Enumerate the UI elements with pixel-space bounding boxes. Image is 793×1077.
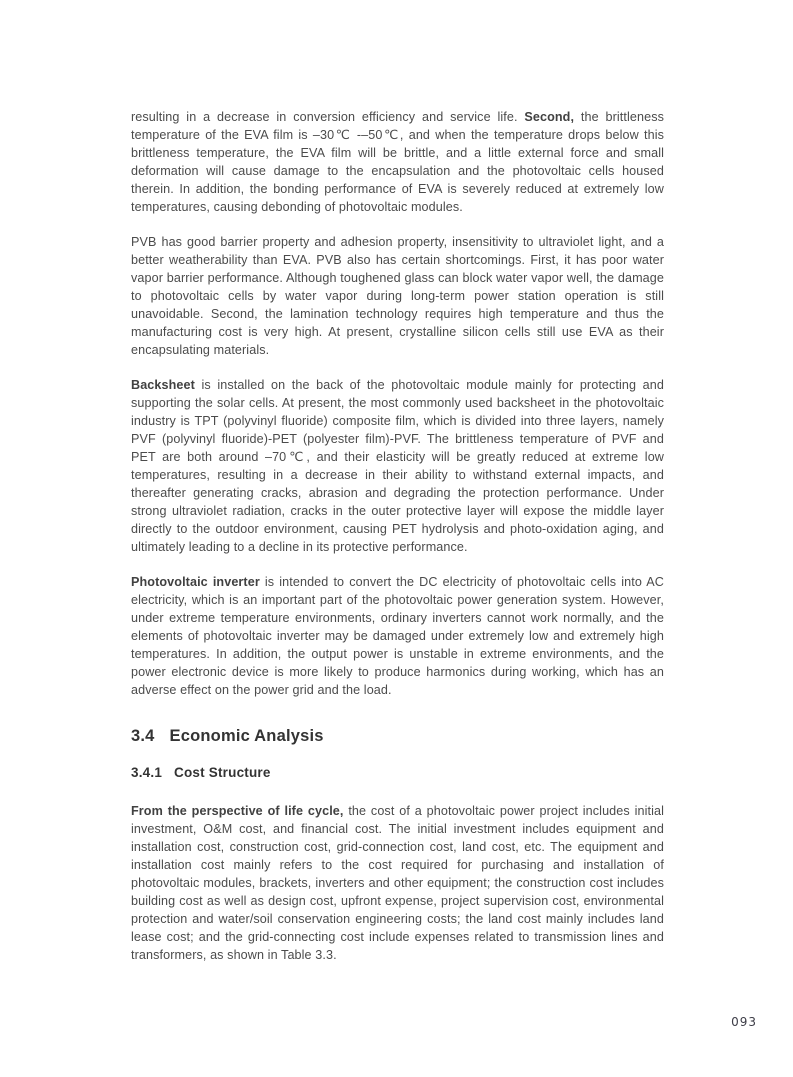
page-content [131,108,664,981]
text-segment: PVB has good barrier property and adhesion property, insensitivity to ultraviolet light, and a better weatherability than EVA. PVB also has certain shortcomings. First, it has poor water vapor barrier performance. Although toughened glass can block water vapor well, the damage to photovoltaic cells by water vapor during long-term power station operation is still unavoidable. Second, the lamination technology requires high temperature and thus the manufacturing cost is very high. At present, crystalline silicon cells still use EVA as their encapsulating materials. [131,235,664,357]
subsection-heading-cost-structure [131,764,664,781]
page-number: 093 [731,1015,757,1029]
text-segment: the cost of a photovoltaic power project includes initial investment, O&M cost, and financial cost. The initial investment includes equipment and installation cost, construction cost, grid-connection cost, land cost, etc. The equipment and installation cost mainly refers to the cost required for purchasing and installation of photovoltaic modules, brackets, inverters and other equipment; the construction cost includes building cost as well as design cost, upfront expense, project supervision cost, environmental protection and water/soil conservation engineering costs; the land cost mainly includes land lease cost; and the grid-connecting cost include expenses related to transmission lines and transformers, as shown in Table 3.3. [131,804,664,962]
paragraph-backsheet [131,376,664,556]
section-number: 3.4 [131,727,155,745]
paragraph-eva-brittleness [131,108,664,216]
section-title: Economic Analysis [169,727,324,745]
paragraph-photovoltaic-inverter [131,573,664,699]
bold-text-segment: Photovoltaic inverter [131,575,260,589]
paragraph-cost-structure [131,802,664,964]
bold-text-segment: Backsheet [131,378,195,392]
paragraph-pvb [131,233,664,359]
text-segment: is installed on the back of the photovoltaic module mainly for protecting and supporting the solar cells. At present, the most commonly used backsheet in the photovoltaic industry is TPT (polyvinyl fluoride) composite film, which is divided into three layers, namely PVF (polyvinyl fluoride)-PET (polyester film)-PVF. The brittleness temperature of PVF and PET are both around –70℃, and their elasticity will be greatly reduced at extreme low temperatures, resulting in a decrease in their ability to withstand external impacts, and thereafter generating cracks, abrasion and degrading the protection performance. Under strong ultraviolet radiation, cracks in the outer protective layer will expose the middle layer directly to the outdoor environment, causing PET hydrolysis and photo-oxidation aging, and ultimately leading to a decline in its protective performance. [131,378,664,554]
section-heading-economic-analysis [131,726,664,746]
text-segment: is intended to convert the DC electricity of photovoltaic cells into AC electricity, which is an important part of the photovoltaic power generation system. However, under extreme temperature environments, ordinary inverters cannot work normally, and the elements of photovoltaic inverter may be damaged under extremely low and extremely high temperatures. In addition, the output power is unstable in extreme environments, and the power electronic device is more likely to produce harmonics during working, which has an adverse effect on the power grid and the load. [131,575,664,697]
subsection-title: Cost Structure [174,765,271,780]
subsection-number: 3.4.1 [131,765,163,780]
bold-text-segment: Second, [524,110,575,124]
text-segment: the brittleness temperature of the EVA film is –30℃ -–50℃, and when the temperature drops below this brittleness temperature, the EVA film will be brittle, and a little external force and small deformation will cause damage to the encapsulation and the photovoltaic cells housed therein. In addition, the bonding performance of EVA is severely reduced at extremely low temperatures, causing debonding of photovoltaic modules. [131,110,664,214]
text-segment: resulting in a decrease in conversion efficiency and service life. [131,110,525,124]
bold-text-segment: From the perspective of life cycle, [131,804,344,818]
